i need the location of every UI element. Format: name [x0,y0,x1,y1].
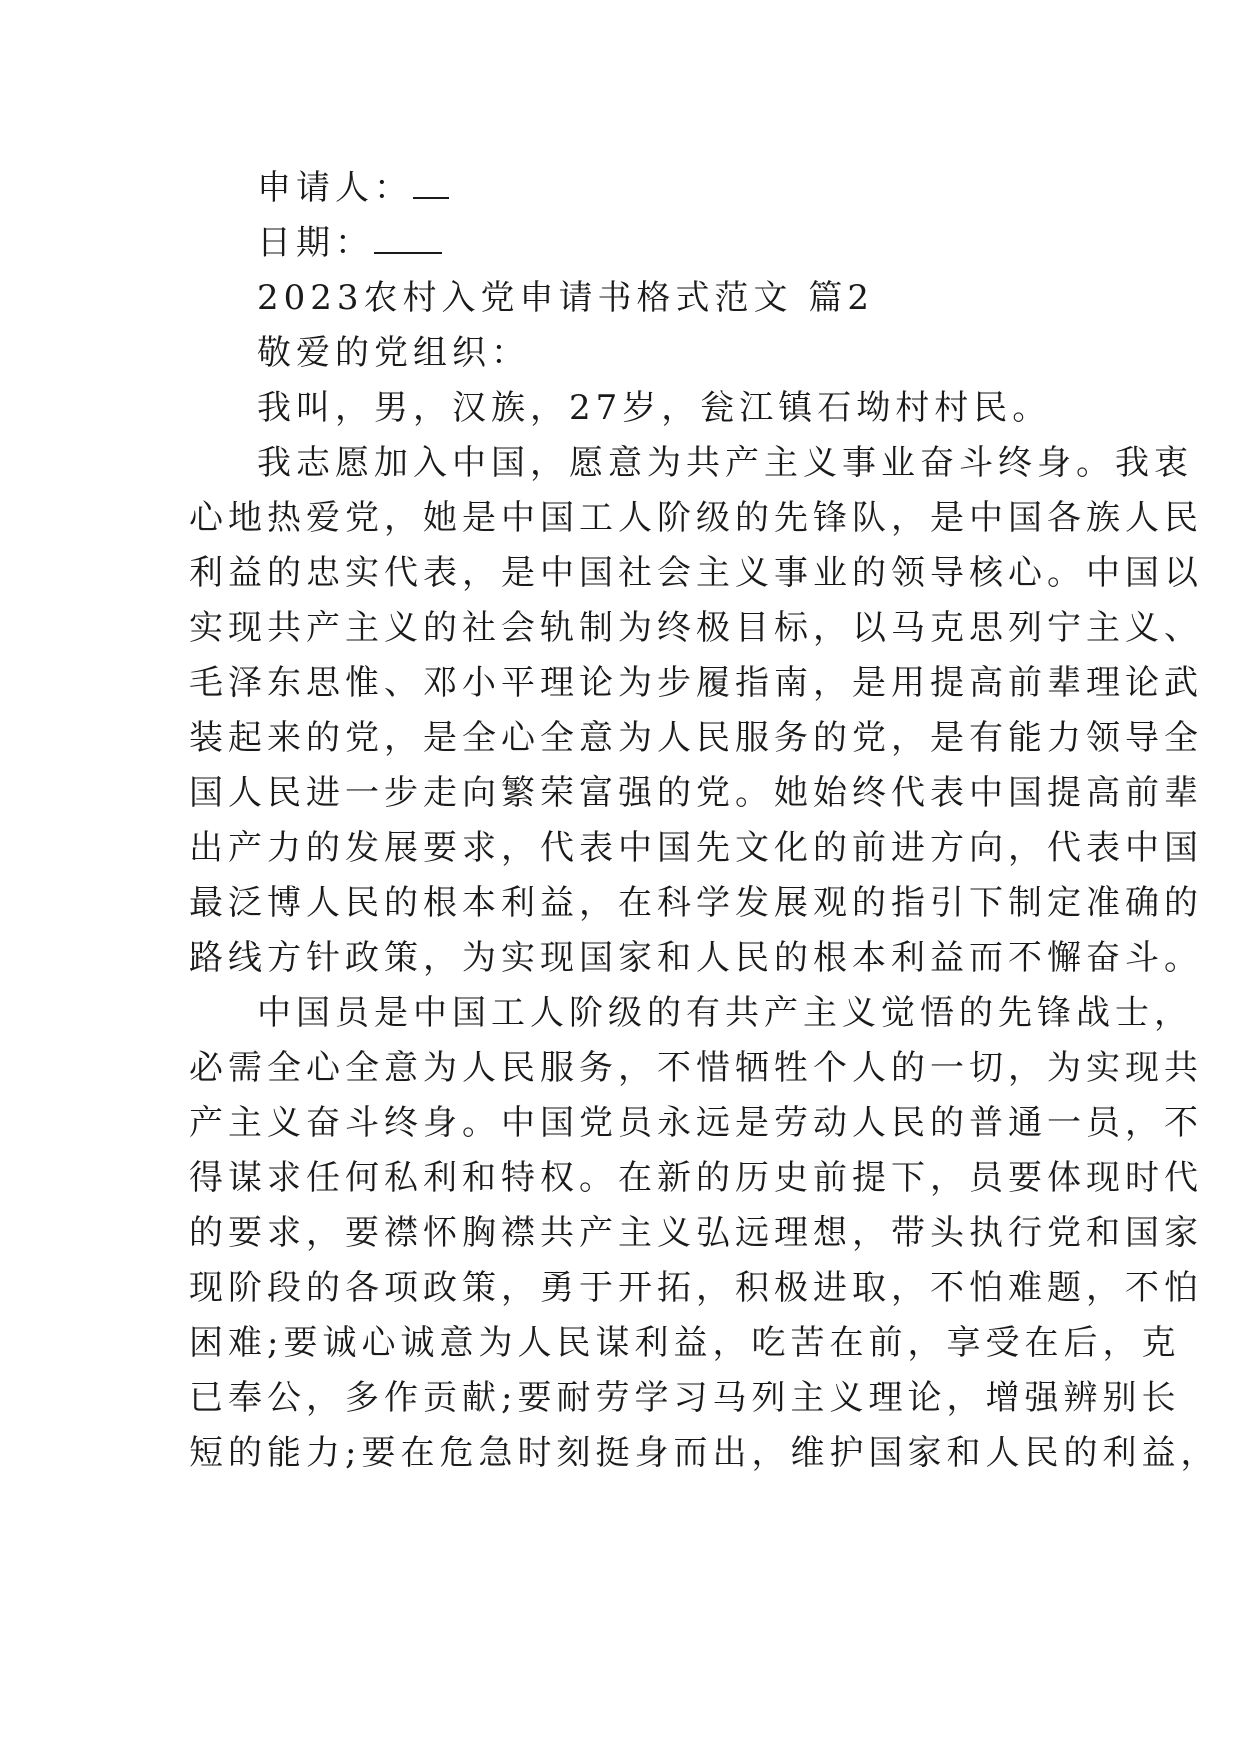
paragraph1-line: 毛泽东思惟、邓小平理论为步履指南，是用提高前辈理论武 [189,663,1203,703]
applicant-line [257,168,1157,208]
paragraph2-line: 的要求，要襟怀胸襟共产主义弘远理想，带头执行党和国家 [189,1213,1203,1253]
applicant-label: 申请人： [257,168,413,208]
salutation: 敬爱的党组织： [257,333,530,373]
paragraph1-line: 实现共产主义的社会轨制为终极目标，以马克思列宁主义、 [189,608,1203,648]
paragraph1-line: 最泛博人民的根本利益，在科学发展观的指引下制定准确的 [189,883,1203,923]
paragraph1-line: 利益的忠实代表，是中国社会主义事业的领导核心。中国以 [189,553,1203,593]
paragraph2-line: 得谋求任何私利和特权。在新的历史前提下，员要体现时代 [189,1158,1203,1198]
paragraph2-line: 现阶段的各项政策，勇于开拓，积极进取，不怕难题，不怕 [189,1268,1203,1308]
section-title: 2023农村入党申请书格式范文 篇2 [257,278,874,318]
paragraph1-line: 装起来的党，是全心全意为人民服务的党，是有能力领导全 [189,718,1203,758]
paragraph1-line: 我志愿加入中国，愿意为共产主义事业奋斗终身。我衷 [257,443,1193,483]
intro-line: 我叫，男，汉族，27岁，瓮江镇石坳村村民。 [257,388,1052,428]
paragraph2-line: 已奉公，多作贡献;要耐劳学习马列主义理论，增强辨别长 [189,1378,1181,1418]
paragraph1-line: 路线方针政策，为实现国家和人民的根本利益而不懈奋斗。 [189,938,1203,978]
paragraph2-line: 必需全心全意为人民服务，不惜牺牲个人的一切，为实现共 [189,1048,1203,1088]
date-blank [374,226,442,254]
paragraph1-line: 出产力的发展要求，代表中国先文化的前进方向，代表中国 [189,828,1203,868]
date-line [257,223,1157,263]
paragraph2-line: 困难;要诚心诚意为人民谋利益，吃苦在前，享受在后，克 [189,1323,1181,1363]
applicant-blank [413,171,449,199]
paragraph1-line: 心地热爱党，她是中国工人阶级的先锋队，是中国各族人民 [189,498,1203,538]
paragraph2-line: 中国员是中国工人阶级的有共产主义觉悟的先锋战士， [257,993,1193,1033]
paragraph2-line: 短的能力;要在危急时刻挺身而出，维护国家和人民的利益， [189,1433,1220,1473]
date-label: 日期： [257,223,374,263]
paragraph2-line: 产主义奋斗终身。中国党员永远是劳动人民的普通一员，不 [189,1103,1203,1143]
paragraph1-line: 国人民进一步走向繁荣富强的党。她始终代表中国提高前辈 [189,773,1203,813]
